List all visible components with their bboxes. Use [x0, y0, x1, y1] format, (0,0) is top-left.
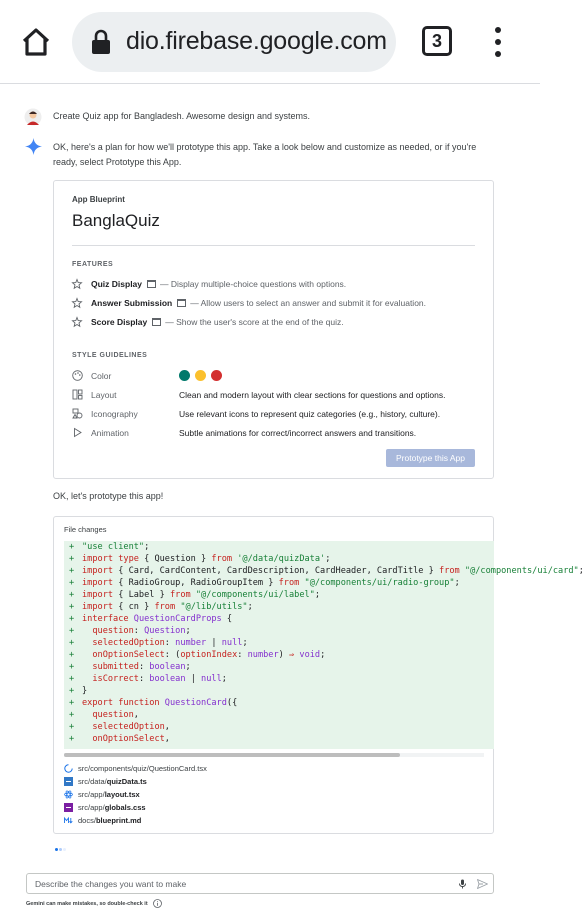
gemini-sparkle-icon	[25, 138, 42, 155]
window-icon	[177, 299, 186, 307]
file-dir: src/app/	[78, 803, 105, 812]
file-name: quizData.ts	[106, 777, 147, 786]
feature-item	[72, 298, 426, 308]
url-text[interactable]: dio.firebase.google.com	[126, 27, 387, 55]
star-icon	[72, 317, 82, 327]
react-file-icon	[64, 790, 73, 799]
diff-line: + import type { Question } from '@/data/quizData';	[69, 554, 331, 564]
send-icon[interactable]	[477, 879, 488, 889]
feature-name: Quiz Display	[91, 279, 143, 289]
window-icon	[152, 318, 161, 326]
info-icon[interactable]	[153, 899, 162, 908]
shapes-icon	[72, 408, 83, 419]
diff-line: + }	[69, 686, 88, 696]
blueprint-label: App Blueprint	[72, 195, 125, 204]
style-value: Subtle animations for correct/incorrect answers and transitions.	[179, 427, 417, 438]
style-value: Clean and modern layout with clear sections for questions and options.	[179, 389, 446, 400]
feature-name: Answer Submission	[91, 298, 173, 308]
diff-line: + isCorrect: boolean | null;	[69, 674, 227, 684]
feature-item	[72, 279, 346, 289]
file-item[interactable]	[64, 764, 207, 773]
star-icon	[72, 298, 82, 308]
file-dir: docs/	[78, 816, 96, 825]
window-icon	[147, 280, 156, 288]
feature-desc: — Show the user's score at the end of the quiz.	[165, 317, 344, 327]
feature-desc: — Allow users to select an answer and submit it for evaluation.	[190, 298, 427, 308]
loading-spinner-icon	[64, 764, 73, 773]
scrollbar-thumb[interactable]	[64, 753, 400, 757]
play-icon	[72, 427, 83, 438]
file-changes-heading: File changes	[64, 525, 107, 534]
browser-toolbar	[0, 0, 540, 84]
layout-icon	[72, 389, 83, 400]
prompt-input[interactable]	[35, 877, 445, 891]
palette-icon	[72, 370, 83, 381]
diff-line: + interface QuestionCardProps {	[69, 614, 233, 624]
file-changes-card	[53, 516, 584, 834]
user-message: Create Quiz app for Bangladesh. Awesome design and systems.	[53, 111, 310, 121]
file-item[interactable]	[64, 816, 141, 825]
style-name: Iconography	[91, 408, 138, 419]
style-row-iconography	[72, 408, 482, 419]
diff-line: + import { Card, CardContent, CardDescription, CardHeader, CardTitle } from "@/components/ui/card";	[69, 566, 584, 576]
divider	[72, 245, 475, 246]
color-swatch-2	[211, 370, 222, 381]
prototype-app-button[interactable]: Prototype this App	[386, 449, 475, 467]
style-row-animation	[72, 427, 482, 438]
lock-icon[interactable]	[90, 28, 112, 56]
file-dir: src/data/	[78, 777, 107, 786]
file-item[interactable]	[64, 777, 147, 786]
style-name: Color	[91, 370, 112, 381]
feature-item	[72, 317, 344, 327]
app-blueprint-card	[53, 180, 494, 479]
code-diff	[64, 541, 584, 749]
file-dir: src/components/quiz/	[78, 764, 149, 773]
color-swatch-0	[179, 370, 190, 381]
diff-line: + selectedOption,	[69, 722, 170, 732]
prompt-input-container	[26, 873, 494, 894]
style-row-layout	[72, 389, 482, 400]
diff-line: + import { Label } from "@/components/ui/label";	[69, 590, 321, 600]
diff-line: + "use client";	[69, 542, 150, 552]
file-name: globals.css	[104, 803, 146, 812]
file-dir: src/app/	[78, 790, 105, 799]
style-row-color	[72, 370, 482, 381]
features-heading: FEATURES	[72, 261, 114, 268]
feature-desc: — Display multiple-choice questions with options.	[160, 279, 347, 289]
diff-line: + selectedOption: number | null;	[69, 638, 248, 648]
home-icon[interactable]	[18, 24, 54, 60]
file-item[interactable]	[64, 803, 146, 812]
style-guidelines-heading: STYLE GUIDELINES	[72, 352, 148, 359]
avatar	[24, 108, 42, 126]
ai-message: OK, here's a plan for how we'll prototype this app. Take a look below and customize as needed, or if you're ready, select Prototype this App.	[53, 142, 477, 167]
file-name: blueprint.md	[95, 816, 142, 825]
horizontal-scrollbar[interactable]	[64, 753, 484, 757]
diff-line: + question: Question;	[69, 626, 191, 636]
disclaimer	[26, 899, 162, 908]
diff-line: + import { RadioGroup, RadioGroupItem } from "@/components/ui/radio-group";	[69, 578, 460, 588]
feature-name: Score Display	[91, 317, 148, 327]
typescript-file-icon	[64, 777, 73, 786]
ai-message: OK, let's prototype this app!	[53, 491, 164, 501]
disclaimer-text: Gemini can make mistakes, so double-check it	[26, 900, 148, 907]
tab-switcher-button[interactable]: 3	[422, 26, 452, 56]
style-name: Layout	[91, 389, 117, 400]
css-file-icon	[64, 803, 73, 812]
diff-line: + submitted: boolean;	[69, 662, 191, 672]
file-name: QuestionCard.tsx	[148, 764, 207, 773]
more-vert-icon[interactable]	[484, 24, 512, 60]
diff-line: + onOptionSelect: (optionIndex: number) ⇒ void;	[69, 650, 326, 660]
file-item[interactable]	[64, 790, 140, 799]
loading-dots	[55, 845, 67, 853]
style-name: Animation	[91, 427, 129, 438]
mic-icon[interactable]	[458, 879, 467, 889]
style-value: Use relevant icons to represent quiz categories (e.g., history, culture).	[179, 408, 441, 419]
diff-line: + export function QuestionCard({	[69, 698, 238, 708]
color-swatches	[179, 370, 227, 381]
markdown-file-icon	[64, 816, 73, 825]
diff-line: + question,	[69, 710, 139, 720]
star-icon	[72, 279, 82, 289]
diff-line: + onOptionSelect,	[69, 734, 170, 744]
file-name: layout.tsx	[104, 790, 140, 799]
color-swatch-1	[195, 370, 206, 381]
diff-line: + import { cn } from "@/lib/utils";	[69, 602, 253, 612]
blueprint-title: BanglaQuiz	[72, 211, 160, 230]
